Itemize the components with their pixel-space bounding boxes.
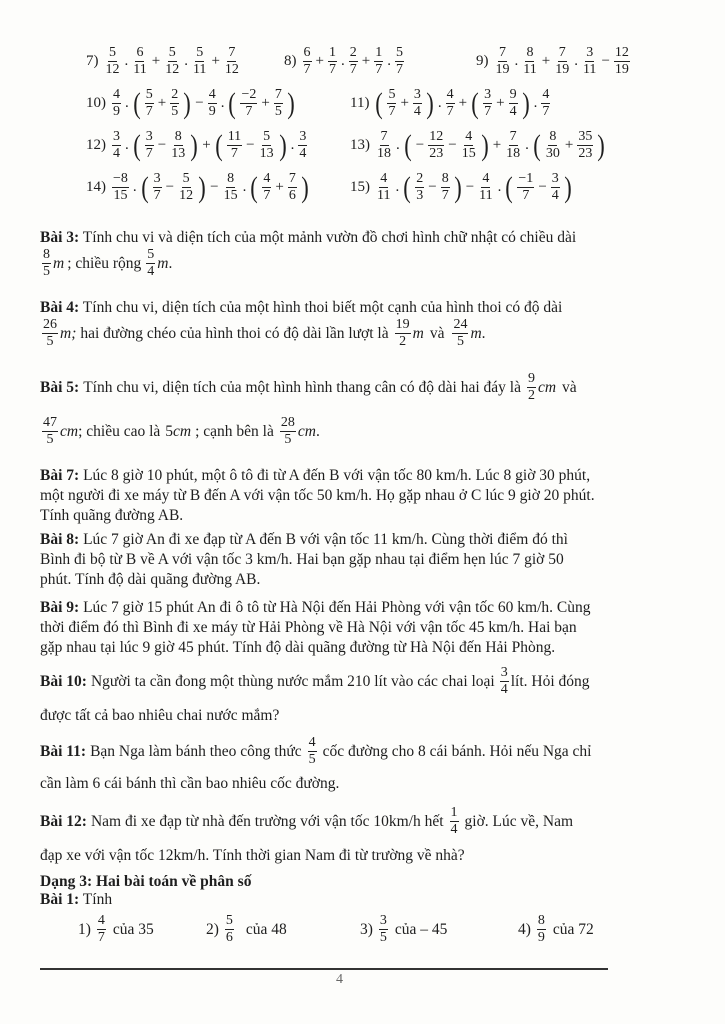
fraction: $\frac{12}{19}$ [614, 45, 629, 77]
fraction: $\frac{7}{12}$ [224, 45, 239, 77]
fraction: 28 5 [280, 415, 295, 447]
problem-text: Tính [82, 891, 113, 908]
fraction: 24 5 [453, 317, 468, 349]
bai8-line2: Bình đi bộ từ B về A với vận tốc 3 km/h. Hai bạn gặp nhau tại điểm hẹn lúc 7 giờ 50 [40, 551, 564, 568]
fraction: 6 11 [133, 45, 147, 77]
exercise-10: 10) 4 9 . ( 5 7 + $\frac{2}{5}$ ) − $\frac{4}{9}$ . ( −2 7 + $\frac{7}{5}$ ) [86, 86, 295, 120]
fraction: −8 15 [113, 171, 128, 203]
problem-text: Tính chu vi, diện tích của một hình thoi biết một cạnh của hình thoi có độ dài [82, 299, 563, 316]
fraction: $\frac{35}{23}$ [578, 129, 593, 161]
bai3-line1 [40, 228, 576, 248]
fraction: 5 7 [145, 87, 153, 119]
exercise-13: 13) 7 18 . ( − $\frac{12}{23}$ − $\frac{4}{15}$ ) + $\frac{7}{18}$ . ( 8 30 + $\frac{35}{23}$ ) [350, 128, 606, 162]
fraction: 3 7 [484, 87, 492, 119]
bai4-line1 [40, 298, 562, 318]
fraction: $\frac{3}{4}$ [413, 87, 421, 119]
dang3-bai1 [40, 890, 112, 910]
exercise-label: 7) [86, 53, 99, 69]
fraction: 7 18 [377, 129, 391, 161]
fraction: 8 11 [523, 45, 537, 77]
bai11-line1: Bài 11: Bạn Nga làm bánh theo công thức 4 5 cốc đường cho 8 cái bánh. Hỏi nếu Nga chỉ [40, 735, 592, 767]
fraction: 4 7 [542, 87, 550, 119]
fraction: 4 9 [113, 87, 120, 119]
fraction: −2 7 [241, 87, 257, 119]
bai8-line3: phút. Tính độ dài quãng đường AB. [40, 571, 261, 588]
fraction: 3 7 [145, 129, 153, 161]
footer-rule [40, 968, 608, 970]
bai5-line2: 47 5 cm ; chiều cao là 5 cm ; cạnh bên là 28 5 cm . [43, 415, 320, 447]
fraction: 2 7 [349, 45, 357, 77]
fraction: $\frac{5}{13}$ [259, 129, 274, 161]
fraction: 6 7 [303, 45, 311, 77]
fraction: 3 7 [153, 171, 161, 203]
fraction: 5 7 [388, 87, 396, 119]
problem-label: Bài 11: [40, 742, 87, 760]
bai8-line1 [40, 530, 568, 550]
problem-label: Bài 9: [40, 599, 80, 616]
fraction: $\frac{4}{15}$ [461, 129, 476, 161]
problem-text: Lúc 8 giờ 10 phút, một ô tô đi từ A đến B với vận tốc 80 km/h. Lúc 8 giờ 30 phút, [83, 467, 591, 484]
fraction: 4 11 [377, 171, 391, 203]
exercise-14: 14) −8 15 . ( 3 7 − $\frac{5}{12}$ ) − $\frac{8}{15}$ . ( 4 7 + $\frac{7}{6}$ ) [86, 170, 309, 204]
fraction: $\frac{4}{9}$ [208, 87, 216, 119]
fraction: $\frac{8}{13}$ [171, 129, 186, 161]
fraction: −1 7 [518, 171, 534, 203]
problem-label: Bài 8: [40, 531, 80, 548]
bai10-line2: được tất cả bao nhiêu chai nước mắm? [40, 707, 280, 724]
fraction: 4 7 [446, 87, 454, 119]
fraction: 8 9 [537, 913, 545, 945]
bai9-line2: thời điểm đó thì Bình đi xe máy từ Hải Phòng về Hà Nội với vận tốc 45 km/h. Hai bạn [40, 619, 577, 636]
fraction: 4 7 [97, 913, 105, 945]
fraction: 8 30 [545, 129, 560, 161]
fraction: $\frac{8}{15}$ [223, 171, 238, 203]
fraction: 11 7 [227, 129, 242, 161]
exercise-label: 10) [86, 95, 106, 111]
bai7-line1 [40, 466, 590, 486]
fraction: 19 2 [395, 317, 410, 349]
fraction: $\frac{4}{11}$ [479, 171, 493, 203]
fraction: $\frac{7}{6}$ [288, 171, 296, 203]
problem-text: Bạn Nga làm bánh theo công thức [90, 742, 302, 760]
problem-label: Bài 1: [40, 891, 80, 908]
fraction: 9 2 [527, 371, 535, 403]
exercise-15: 15) 4 11 . ( 2 3 − $\frac{8}{7}$ ) − $\frac{4}{11}$ . ( −1 7 − $\frac{3}{4}$ ) [350, 170, 572, 204]
exercise-11: 11) ( 5 7 + $\frac{3}{4}$ ) . 4 7 + ( 3 7 + $\frac{9}{4}$ ) . 4 7 [350, 86, 550, 120]
exercise-label: 9) [476, 53, 489, 69]
fraction: 1 4 [450, 805, 458, 837]
bai7-line3: Tính quãng đường AB. [40, 507, 184, 524]
bai4-line2: 26 5 m; hai đường chéo của hình thoi có độ dài lần lượt là 19 2 m và 24 5 m . [43, 317, 486, 349]
problem-text: Lúc 7 giờ An đi xe đạp từ A đến B với vận tốc 11 km/h. Cùng thời điểm đó thì [83, 531, 568, 548]
fraction: 5 12 [105, 45, 120, 77]
problem-label: Bài 5: [40, 378, 80, 396]
problem-label: Bài 3: [40, 229, 80, 246]
bai10-line1: Bài 10: Người ta cần đong một thùng nước mắm 210 lít vào các chai loại 3 4 lít. Hỏi đóng [40, 665, 590, 697]
dang3-item-4: 4) 8 9 của 72 [518, 913, 594, 945]
fraction: 3 4 [299, 129, 307, 161]
fraction: $\frac{9}{4}$ [509, 87, 517, 119]
fraction: 2 3 [416, 171, 424, 203]
problem-text: Nam đi xe đạp từ nhà đến trường với vận tốc 10km/h hết [90, 812, 444, 830]
exercise-12: 12) 3 4 . ( 3 7 − $\frac{8}{13}$ ) + ( 11 7 − $\frac{5}{13}$ ) . 3 4 [86, 128, 307, 162]
dang3-item-1: 1) 4 7 của 35 [78, 913, 154, 945]
fraction: $\frac{5}{12}$ [165, 45, 180, 77]
fraction: 3 4 [113, 129, 120, 161]
dang3-item-2: 2) 5 6 của 48 [206, 913, 287, 945]
fraction: 5 6 [225, 913, 233, 945]
fraction: $\frac{1}{7}$ [375, 45, 383, 77]
problem-label: Bài 10: [40, 672, 87, 690]
bai11-line2: cần làm 6 cái bánh thì cần bao nhiêu cốc đường. [40, 775, 340, 792]
exercise-label: 14) [86, 179, 106, 195]
problem-label: Bài 4: [40, 299, 80, 316]
fraction: 8 5 [43, 247, 50, 279]
exercise-8: 8) 6 7 + $\frac{1}{7}$ . 2 7 + $\frac{1}{7}$ . 5 7 [284, 45, 403, 77]
dang3-item-3: 3) 3 5 của – 45 [360, 913, 448, 945]
fraction: $\frac{7}{5}$ [274, 87, 282, 119]
problem-text: Tính chu vi và diện tích của một mảnh vườn đồ chơi hình chữ nhật có chiều dài [82, 229, 577, 246]
fraction: 47 5 [43, 415, 57, 447]
fraction: 3 11 [582, 45, 597, 77]
exercise-label: 13) [350, 137, 370, 153]
fraction: $\frac{3}{4}$ [551, 171, 559, 203]
fraction: $\frac{7}{19}$ [555, 45, 570, 77]
bai9-line3: gặp nhau tại lúc 9 giờ 45 phút. Tính độ dài quãng đường từ Hà Nội đến Hải Phòng. [40, 639, 556, 656]
exercise-label: 15) [350, 179, 370, 195]
exercise-label: 8) [284, 53, 297, 69]
page-number: 4 [336, 972, 343, 987]
fraction: 7 19 [495, 45, 510, 77]
bai12-line1: Bài 12: Nam đi xe đạp từ nhà đến trường với vận tốc 10km/h hết 1 4 giờ. Lúc về, Nam [40, 805, 574, 837]
section-title: Dạng 3: Hai bài toán về phân số [40, 873, 252, 890]
fraction: $\frac{2}{5}$ [171, 87, 179, 119]
fraction: 3 4 [500, 665, 508, 697]
fraction: 5 4 [147, 247, 155, 279]
exercise-label: 12) [86, 137, 106, 153]
fraction: 5 11 [192, 45, 207, 77]
bai7-line2: một người đi xe máy từ B đến A với vận tốc 50 km/h. Họ gặp nhau ở C lúc 9 giờ 20 phút. [40, 487, 595, 504]
bai5-line1: Bài 5: Tính chu vi, diện tích của một hình hình thang cân có độ dài hai đáy là 9 2 cm và [40, 371, 577, 403]
fraction: 5 7 [395, 45, 403, 77]
exercise-9: 9) 7 19 . 8 11 + $\frac{7}{19}$ . 3 11 − $\frac{12}{19}$ [476, 45, 629, 77]
fraction: $\frac{8}{7}$ [441, 171, 449, 203]
bai9-line1 [40, 598, 590, 618]
problem-text: Người ta cần đong một thùng nước mắm 210 lít vào các chai loại [90, 672, 495, 690]
problem-label: Bài 7: [40, 467, 80, 484]
fraction: $\frac{7}{18}$ [506, 129, 521, 161]
problem-text: Tính chu vi, diện tích của một hình hình thang cân có độ dài hai đáy là [83, 378, 521, 396]
fraction: $\frac{5}{12}$ [179, 171, 194, 203]
exercise-label: 11) [350, 95, 370, 111]
problem-text: Lúc 7 giờ 15 phút An đi ô tô từ Hà Nội đến Hải Phòng với vận tốc 60 km/h. Cùng [83, 599, 591, 616]
fraction: $\frac{12}{23}$ [429, 129, 444, 161]
exercise-7: 7) 5 12 . 6 11 + $\frac{5}{12}$ . 5 11 + $\frac{7}{12}$ [86, 45, 239, 77]
fraction: $\frac{1}{7}$ [328, 45, 336, 77]
fraction: 4 5 [308, 735, 316, 767]
problem-label: Bài 12: [40, 812, 87, 830]
fraction: 4 7 [263, 171, 271, 203]
bai12-line2: đạp xe với vận tốc 12km/h. Tính thời gian Nam đi từ trường về nhà? [40, 847, 465, 864]
fraction: 3 5 [379, 913, 387, 945]
bai3-line2: 8 5 m ; chiều rộng 5 4 m . [43, 247, 173, 279]
fraction: 26 5 [43, 317, 57, 349]
